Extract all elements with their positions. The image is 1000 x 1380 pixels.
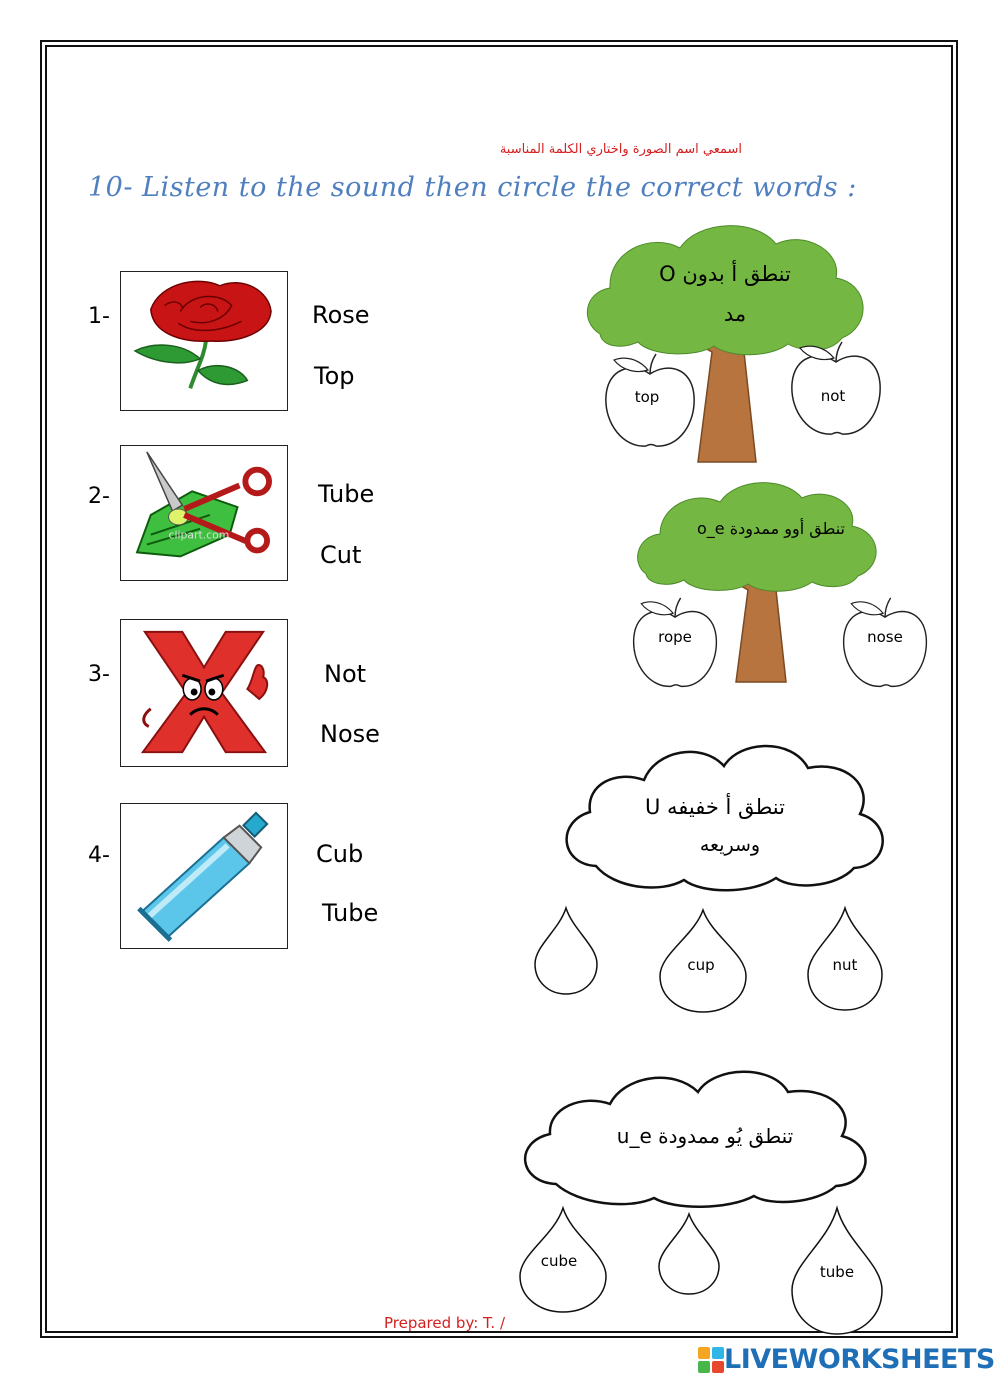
drop-6-word[interactable]: tube (819, 1263, 855, 1281)
apple-4-word[interactable]: nose (867, 628, 903, 646)
question-1-number: 1- (88, 304, 110, 329)
apple-3-word[interactable]: rope (658, 628, 692, 646)
toothpaste-tube-image (120, 803, 288, 949)
exercise-title: 10- Listen to the sound then circle the correct words : (88, 172, 857, 203)
tree-1-rule-line1: O تنطق أ بدون (659, 262, 791, 286)
tree-1-rule-line2: مد (723, 302, 747, 326)
scissors-cutting-image (120, 445, 288, 581)
apple-1-word[interactable]: top (634, 388, 660, 406)
q4-option-tube[interactable]: Tube (322, 899, 379, 927)
drop-3-word[interactable]: nut (832, 956, 858, 974)
q3-option-nose[interactable]: Nose (320, 720, 380, 748)
cloud-1-rule-line2: وسريعه (699, 834, 761, 856)
red-x-character-image (120, 619, 288, 767)
q1-option-rose[interactable]: Rose (312, 301, 370, 329)
liveworksheets-logo[interactable] (698, 1344, 995, 1375)
q4-option-cub[interactable]: Cub (316, 840, 364, 868)
drop-2-word[interactable]: cup (687, 956, 715, 974)
drop-4-word[interactable]: cube (540, 1252, 578, 1270)
apple-2-word[interactable]: not (820, 387, 846, 405)
cloud-2-rule-line1: u_e تنطق يُو ممدودة (616, 1124, 794, 1148)
liveworksheets-icon (698, 1347, 724, 1373)
q1-option-top[interactable]: Top (314, 362, 355, 390)
clipart-watermark: clipart.com (168, 528, 230, 542)
drop-5 (657, 1212, 721, 1296)
q2-option-cut[interactable]: Cut (320, 541, 362, 569)
question-4-number: 4- (88, 843, 110, 868)
q3-option-not[interactable]: Not (324, 660, 367, 688)
drop-1 (533, 906, 599, 996)
rose-image (120, 271, 288, 411)
prepared-by-text: Prepared by: T. / (384, 1314, 506, 1332)
q2-option-tube[interactable]: Tube (318, 480, 375, 508)
arabic-instruction: اسمعي اسم الصورة واختاري الكلمة المناسبة (499, 142, 742, 157)
question-3-number: 3- (88, 662, 110, 687)
question-2-number: 2- (88, 484, 110, 509)
cloud-1-rule-line1: U تنطق أ خفيفه (645, 795, 785, 819)
brand-name: LIVEWORKSHEETS (724, 1344, 995, 1375)
tree-2-rule-line1: o_e تنطق أوو ممدودة (697, 519, 845, 538)
